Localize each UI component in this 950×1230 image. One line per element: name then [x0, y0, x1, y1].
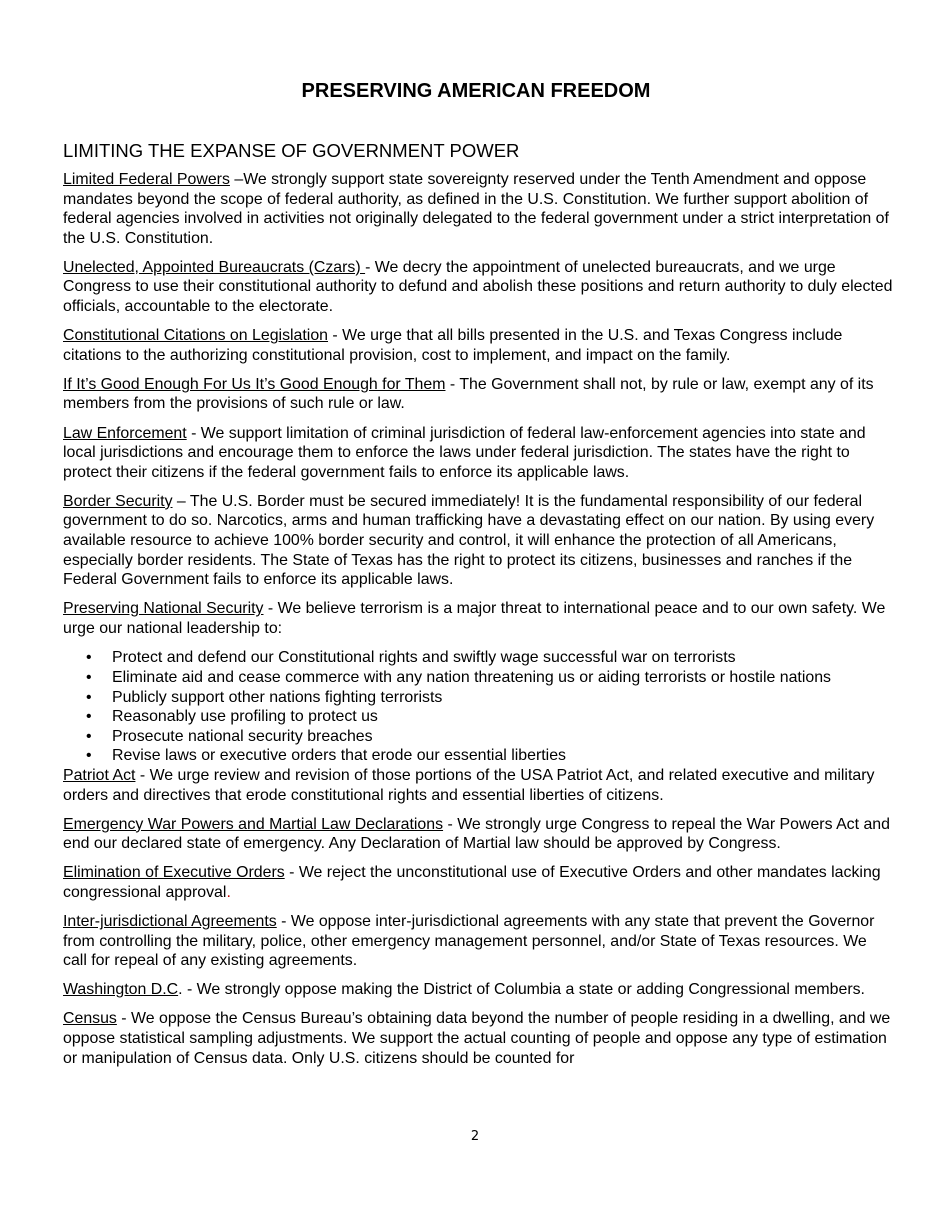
paragraph-heading: Preserving National Security: [63, 600, 264, 618]
bullet-icon: •: [86, 649, 92, 667]
section-heading: LIMITING THE EXPANSE OF GOVERNMENT POWER: [63, 140, 520, 161]
paragraph-text: We urge that all bills presented in the U.S. and Texas Congress include citations to the authorizing constitutional provision, cost to implement, and impact on the family.: [63, 327, 843, 364]
list-item: • Reasonably use profiling to protect us: [86, 708, 378, 726]
list-item: • Eliminate aid and cease commerce with any nation threatening us or aiding terrorists or hostile nations: [86, 669, 831, 687]
document-body: [63, 170, 893, 1078]
heading-separator: –: [229, 171, 244, 188]
heading-separator: -: [365, 258, 375, 276]
paragraph-text: We strongly support state sovereignty reserved under the Tenth Amendment and oppose mandates beyond the scope of federal authority, as defined in the U.S. Constitution. We further support abolition of federal agencies involved in activities not originally delegated to the federal government under a strict interpretation of the U.S. Constitution.: [63, 171, 889, 247]
heading-separator: -: [443, 815, 458, 833]
heading-separator: -: [116, 1010, 132, 1028]
paragraph-text: We decry the appointment of unelected bureaucrats, and we urge Congress to use their constitutional authority to defund and abolish these positions and return authority to duly elected officials, accountable to the electorate.: [63, 258, 893, 316]
list-item: • Publicly support other nations fighting terrorists: [86, 688, 443, 706]
paragraph-text: We strongly urge Congress to repeal the War Powers Act and end our declared state of emergency. Any Declaration of Martial law should be approved by Congress.: [63, 815, 890, 853]
paragraph-executive-orders: [63, 863, 893, 902]
paragraph-text: We urge review and revision of those portions of the USA Patriot Act, and related executive and military orders and directives that erode constitutional rights and essential liberties of citizens.: [63, 767, 875, 804]
paragraph-text: We oppose the Census Bureau’s obtaining data beyond the number of people residing in a dwelling, and we oppose statistical sampling adjustments. We support the actual counting of people and oppose any type of estimation or manipulation of Census data. Only U.S. citizens should be counted for: [63, 1010, 891, 1067]
bullet-icon: •: [86, 669, 92, 687]
list-item: • Prosecute national security breaches: [86, 727, 373, 745]
paragraph-patriot-act: [63, 766, 893, 805]
paragraph-czars: [63, 258, 893, 317]
heading-separator: -: [186, 424, 201, 442]
paragraph-heading: Border Security: [63, 492, 173, 510]
paragraph-heading: If It’s Good Enough For Us It’s Good Enough for Them: [63, 375, 446, 393]
heading-separator: -: [135, 767, 150, 785]
paragraph-heading: Law Enforcement: [63, 424, 187, 442]
paragraph-limited-federal-powers: [63, 170, 893, 248]
paragraph-text: The U.S. Border must be secured immediately! It is the fundamental responsibility of our federal government to do so. Narcotics, arms and human trafficking have a devastating effect on our nation. By using every available resource to achieve 100% border security and control, it will enhance the protection of all Americans, especially border residents. The State of Texas has the right to protect its citizens, businesses and ranches if the Federal Government fails to enforce its applicable laws.: [63, 492, 875, 589]
paragraph-good-enough: [63, 375, 893, 414]
heading-separator: –: [172, 492, 190, 510]
paragraph-text: We strongly oppose making the District of Columbia a state or adding Congressional members.: [196, 981, 865, 999]
heading-separator: -: [263, 600, 278, 618]
bullet-icon: •: [86, 727, 92, 745]
paragraph-heading: Washington D.C: [63, 981, 179, 999]
bullet-icon: •: [86, 747, 92, 765]
paragraph-text: The Government shall not, by rule or law, exempt any of its members from the provisions of such rule or law.: [63, 375, 874, 413]
paragraph-war-powers: [63, 815, 893, 854]
heading-separator: . -: [178, 981, 197, 999]
heading-separator: -: [284, 864, 299, 882]
paragraph-census: [63, 1009, 893, 1068]
list-item: • Protect and defend our Constitutional rights and swiftly wage successful war on terrorists: [86, 649, 736, 667]
page-number: 2: [470, 1129, 480, 1144]
paragraph-heading: Inter-jurisdictional Agreements: [63, 913, 277, 931]
paragraph-text: We reject the unconstitutional use of Executive Orders and other mandates lacking congressional approval: [63, 864, 881, 901]
bullet-icon: •: [86, 708, 92, 726]
paragraph-text: We believe terrorism is a major threat to international peace and to our own safety. We urge our national leadership to:: [63, 600, 886, 637]
paragraph-heading: Constitutional Citations on Legislation: [63, 327, 329, 345]
paragraph-heading: Elimination of Executive Orders: [63, 864, 285, 882]
paragraph-heading: Unelected, Appointed Bureaucrats (Czars): [63, 258, 366, 276]
paragraph-constitutional-citations: [63, 326, 893, 365]
list-item: • Revise laws or executive orders that erode our essential liberties: [86, 747, 566, 765]
paragraph-heading: Emergency War Powers and Martial Law Declarations: [63, 815, 444, 833]
paragraph-heading: Census: [63, 1010, 117, 1028]
paragraph-heading: Limited Federal Powers: [63, 171, 230, 188]
heading-separator: -: [328, 327, 343, 345]
paragraph-border-security: [63, 492, 893, 590]
paragraph-text: We oppose inter-jurisdictional agreements with any state that prevent the Governor from controlling the military, police, other emergency management personnel, and/or State of Texas resources. We call for repeal of any existing agreements.: [63, 913, 875, 970]
paragraph-national-security: [63, 599, 893, 638]
paragraph-inter-jurisdictional: [63, 912, 893, 971]
paragraph-washington-dc: [63, 980, 893, 1000]
red-period: .: [226, 884, 231, 901]
heading-separator: -: [276, 913, 291, 931]
paragraph-law-enforcement: [63, 424, 893, 483]
bullet-icon: •: [86, 688, 92, 706]
paragraph-text: We support limitation of criminal jurisdiction of federal law-enforcement agencies into state and local jurisdictions and encourage them to enforce the laws under federal jurisdiction. The states have the right to protect their citizens if the federal government fails to enforce its applicable laws.: [63, 424, 866, 481]
national-security-list: [63, 648, 893, 766]
heading-separator: -: [445, 375, 460, 393]
page-title: PRESERVING AMERICAN FREEDOM: [301, 80, 651, 102]
paragraph-heading: Patriot Act: [63, 767, 136, 785]
